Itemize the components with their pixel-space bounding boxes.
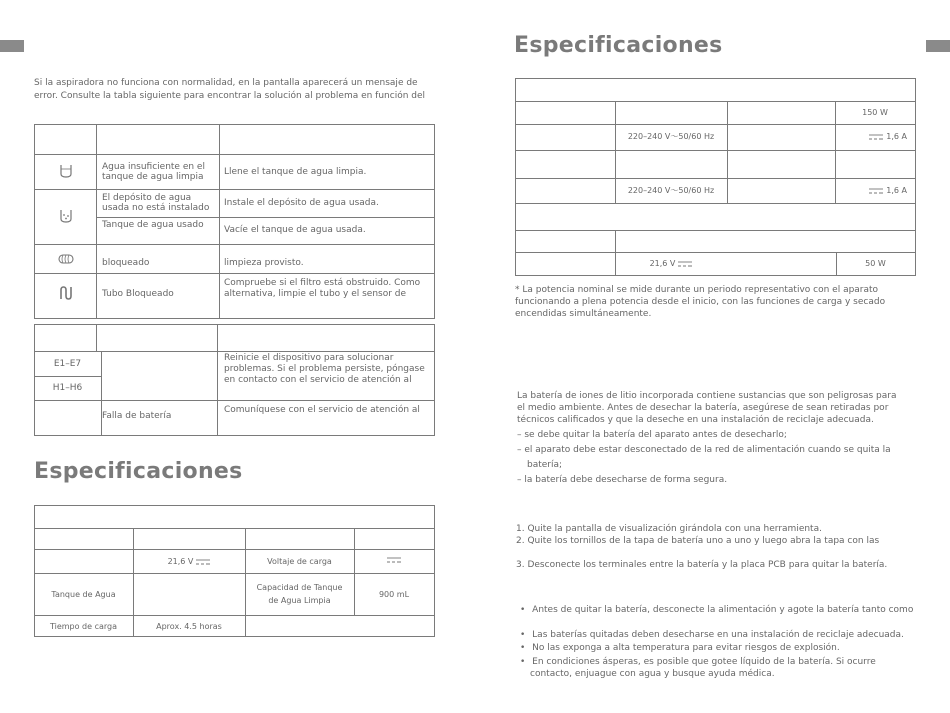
bullet-1: • Antes de quitar la batería, desconecte la alimentación y agote la batería tanto como	[520, 605, 914, 615]
battery-text-3: técnicos calificados y que la deseche en una instalación de reciclaje adecuada.	[517, 415, 874, 425]
input-voltage-2	[615, 185, 727, 196]
rated-power: 150 W	[862, 108, 888, 117]
input-voltage-1-value: 220–240 V	[627, 132, 671, 141]
spec-clean-capacity-value: 900 mL	[378, 590, 410, 599]
input-current-1	[835, 131, 907, 142]
problem-dirty-tank-1: El depósito de agua	[102, 193, 192, 203]
footnote-line-3: encendidas simultáneamente.	[515, 309, 652, 319]
battery-item-2: – el aparato debe estar desconectado de la red de alimentación cuando se quita la	[517, 445, 891, 455]
error-solution-2: problemas. Si el problema persiste, póngase	[224, 364, 425, 374]
error-code-h: H1–H6	[52, 383, 83, 393]
battery-voltage-value: 21,6 V	[649, 259, 676, 268]
bullet-2-text: Las baterías quitadas deben desecharse en una instalación de reciclaje adecuada.	[532, 630, 904, 640]
spec-voltage	[133, 556, 245, 567]
solution-dirty-tank: Instale el depósito de agua usada.	[224, 198, 379, 208]
dc-symbol-icon	[678, 261, 692, 267]
error-solution-3: en contacto con el servicio de atención al	[224, 375, 412, 385]
step-3-number: 3.	[516, 560, 525, 570]
battery-voltage	[615, 258, 727, 269]
step-1-number: 1.	[516, 524, 525, 534]
clean-water-tank-icon	[58, 163, 74, 179]
bullet-3: • No las exponga a alta temperatura para evitar riesgos de explosión.	[520, 643, 840, 653]
dirty-water-tank-icon	[58, 208, 74, 224]
right-spec-title: Especificaciones	[514, 33, 723, 58]
bullet-4b: contacto, enjuague con agua y busque ayuda médica.	[530, 669, 775, 679]
battery-text-1: La batería de iones de litio incorporada contiene sustancias que son peligrosas para	[517, 391, 897, 401]
bullet-4: • En condiciones ásperas, es posible que gotee líquido de la batería. Si ocurre	[520, 657, 876, 667]
solution-clean-water: Llene el tanque de agua limpia.	[224, 167, 367, 177]
step-2	[516, 535, 879, 548]
error-solution-battery: Comuníquese con el servicio de atención al	[224, 405, 420, 415]
left-page-tab	[0, 40, 24, 52]
left-spec-title: Especificaciones	[34, 459, 243, 484]
battery-text-2: el medio ambiente. Antes de desechar la batería, asegúrese de sean retiradas por	[517, 403, 889, 413]
input-current-2	[835, 185, 907, 196]
spec-clean-capacity-label-2: de Agua Limpia	[268, 596, 331, 605]
solution-tube-2: alternativa, limpie el tubo y el sensor de	[224, 289, 407, 299]
bullet-2: • Las baterías quitadas deben desecharse en una instalación de reciclaje adecuada.	[520, 630, 904, 640]
input-voltage-1	[615, 131, 727, 142]
problem-roller: bloqueado	[102, 258, 150, 268]
battery-item-2b: batería;	[527, 460, 563, 470]
bullet-1-text: Antes de quitar la batería, desconecte la alimentación y agote la batería tanto como	[532, 605, 914, 615]
spec-clean-capacity-label-1: Capacidad de Tanque	[256, 583, 343, 592]
footnote-line-2: funcionando a plena potencia desde el inicio, con las funciones de carga y secado	[515, 297, 886, 307]
battery-power: 50 W	[865, 259, 886, 268]
step-2-text: Quite los tornillos de la tapa de batería uno a uno y luego abra la tapa con las	[527, 536, 880, 546]
step-2-number: 2.	[516, 536, 525, 546]
input-frequency-2: 50/60 Hz	[678, 186, 715, 195]
solution-tube-1: Compruebe si el filtro está obstruido. Como	[224, 278, 421, 288]
spec-charge-time-value: Aprox. 4.5 horas	[156, 622, 222, 631]
input-voltage-2-value: 220–240 V	[627, 186, 671, 195]
intro-line-1: Si la aspiradora no funciona con normalidad, en la pantalla aparecerá un mensaje de	[34, 78, 418, 88]
dc-symbol-icon	[387, 557, 401, 563]
ac-symbol-icon: 〜	[670, 186, 679, 195]
bullet-4-text: En condiciones ásperas, es posible que gotee líquido de la batería. Si ocurre	[532, 657, 876, 667]
input-current-1-value: 1,6 A	[886, 132, 907, 141]
dc-symbol-icon	[869, 134, 883, 140]
step-1-text: Quite la pantalla de visualización girándola con una herramienta.	[527, 524, 822, 534]
problem-dirty-tank-2: usada no está instalado	[102, 203, 210, 213]
error-problem-battery: Falla de batería	[102, 411, 172, 421]
tube-icon	[58, 285, 74, 301]
battery-item-1: – se debe quitar la batería del aparato antes de desecharlo;	[517, 430, 787, 440]
input-current-2-value: 1,6 A	[886, 186, 907, 195]
roller-brush-icon	[58, 251, 74, 267]
step-3-text: Desconecte los terminales entre la batería y la placa PCB para quitar la batería.	[527, 560, 888, 570]
problem-tube: Tubo Bloqueado	[102, 289, 174, 299]
problem-clean-water-2: tanque de agua limpia	[102, 172, 204, 182]
spec-charge-voltage-label: Voltaje de carga	[267, 557, 332, 566]
dc-symbol-icon	[869, 188, 883, 194]
footnote-line-1: * La potencia nominal se mide durante un periodo representativo con el aparato	[515, 285, 879, 295]
right-page-tab	[926, 40, 950, 52]
spec-voltage-value: 21,6 V	[167, 557, 194, 566]
bullet-3-text: No las exponga a alta temperatura para evitar riesgos de explosión.	[532, 643, 840, 653]
problem-clean-water-1: Agua insuficiente en el	[102, 162, 205, 172]
solution-roller: limpieza provisto.	[224, 258, 304, 268]
problem-dirty-full: Tanque de agua usado	[102, 220, 204, 230]
error-code-e: E1–E7	[53, 359, 82, 369]
intro-line-2: error. Consulte la tabla siguiente para encontrar la solución al problema en función del	[34, 91, 426, 101]
ac-symbol-icon: 〜	[670, 132, 679, 141]
dc-symbol-icon	[196, 559, 210, 565]
spec-charge-time-label: Tiempo de carga	[49, 622, 118, 631]
error-solution-1: Reinicie el dispositivo para solucionar	[224, 353, 394, 363]
battery-item-3: – la batería debe desecharse de forma segura.	[517, 475, 728, 485]
spec-charge-voltage-value	[354, 556, 434, 567]
spec-water-tank-label: Tanque de Agua	[51, 590, 116, 599]
solution-dirty-full: Vacíe el tanque de agua usada.	[224, 225, 366, 235]
input-frequency-1: 50/60 Hz	[678, 132, 715, 141]
step-3	[516, 559, 887, 572]
